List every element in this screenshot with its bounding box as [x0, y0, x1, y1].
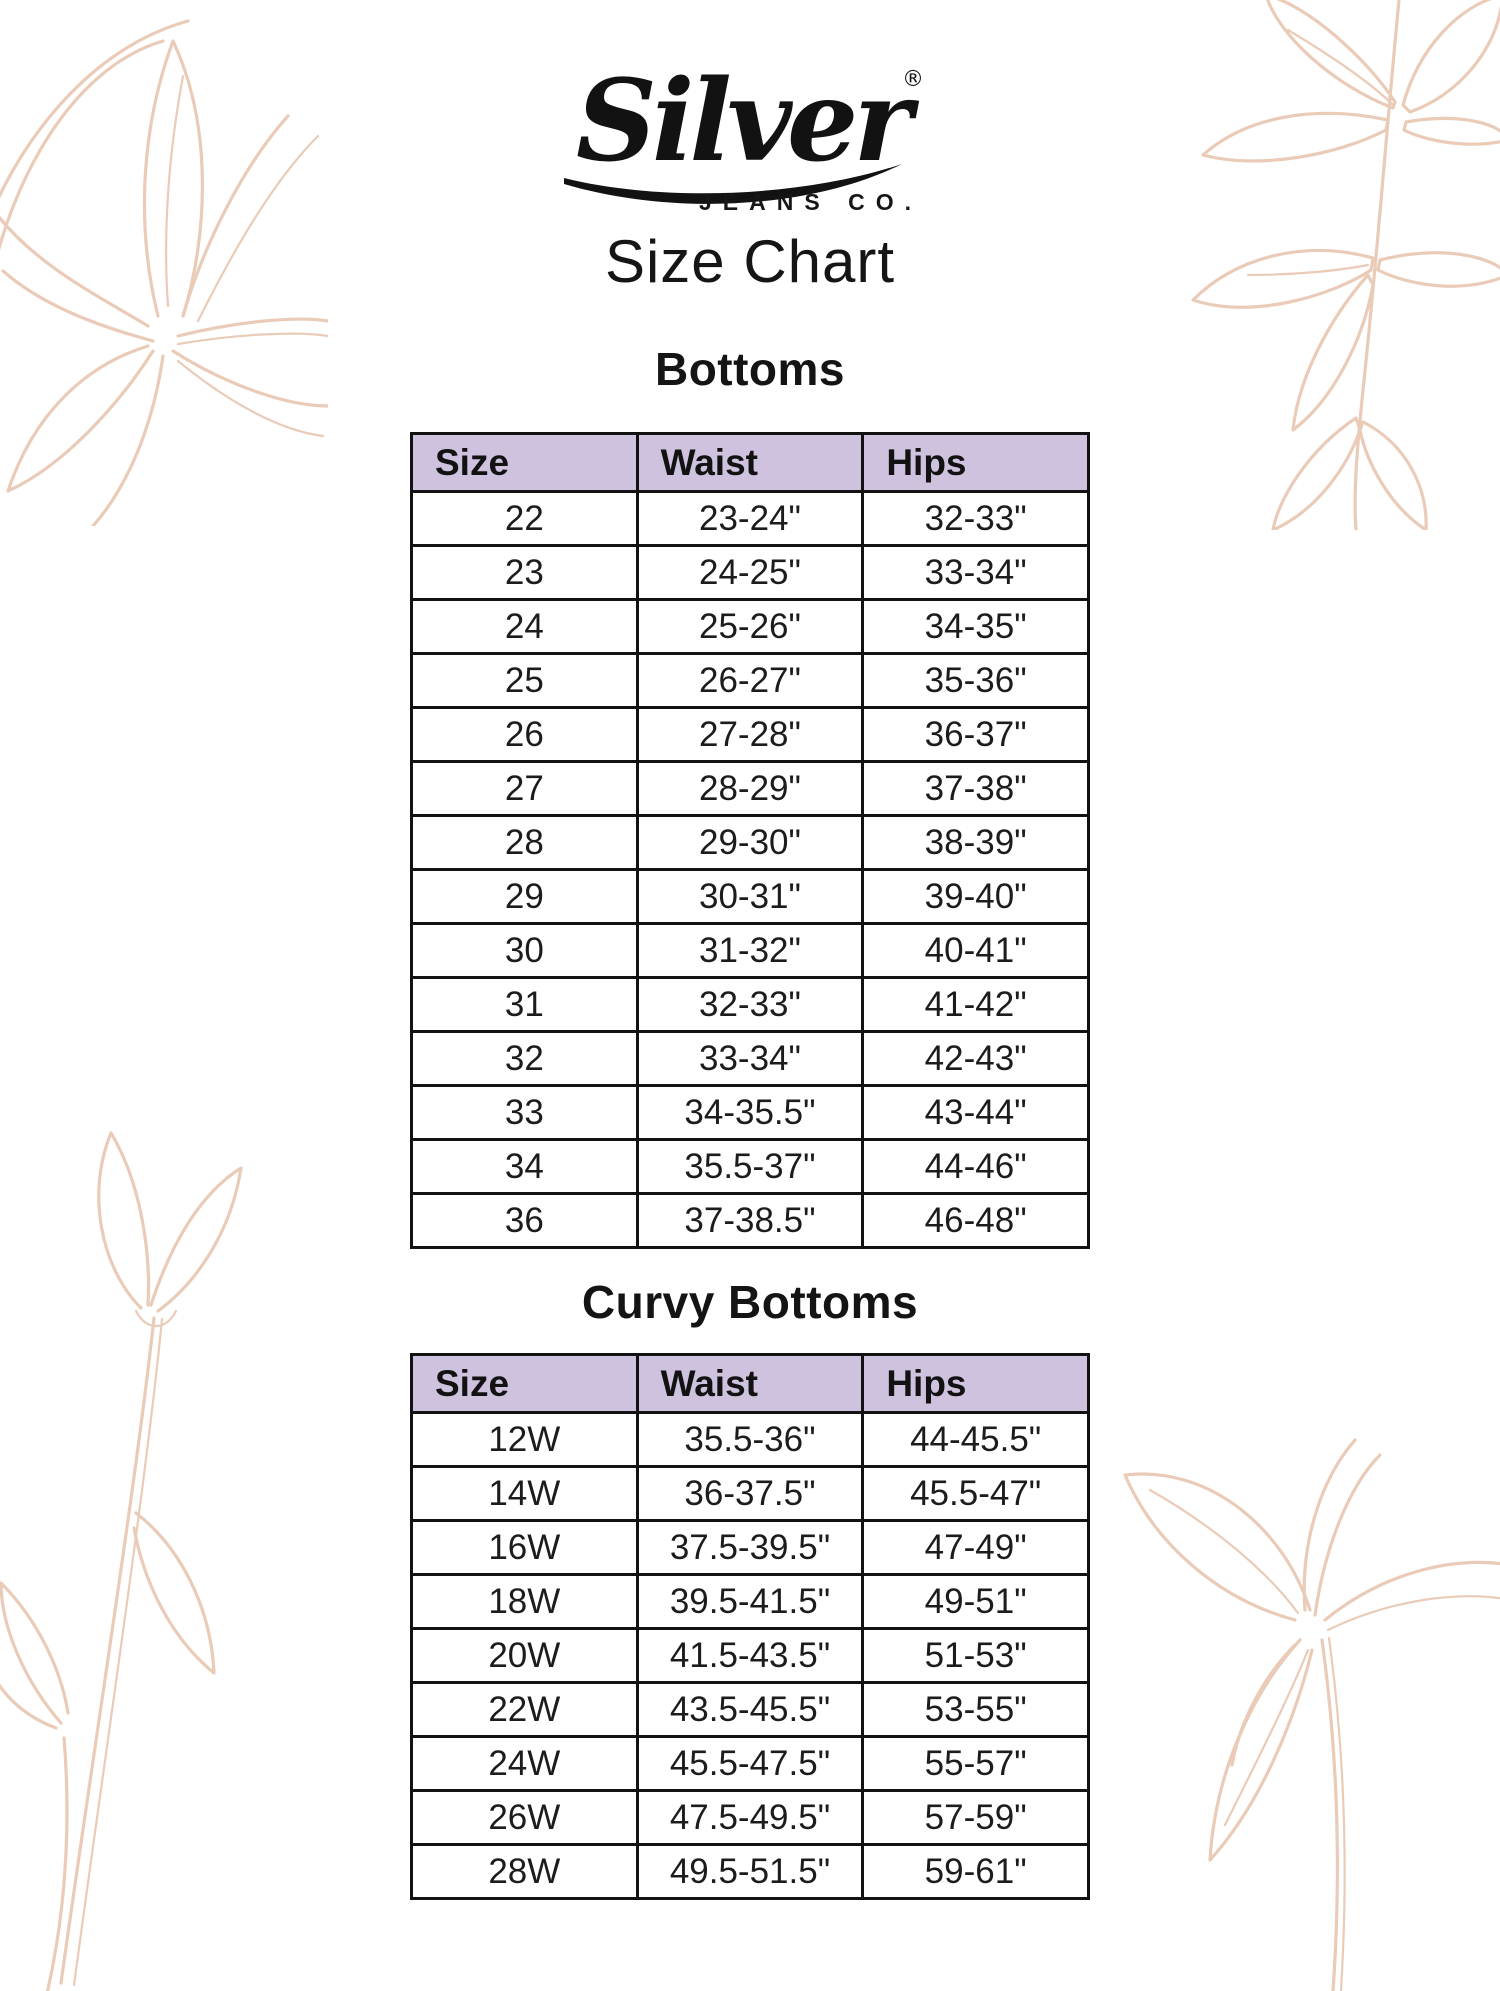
size-cell: 34 [412, 1140, 638, 1194]
table-row [412, 1467, 1089, 1521]
size-cell: 16W [412, 1521, 638, 1575]
header [0, 0, 1500, 296]
hips-cell: 36-37" [863, 708, 1089, 762]
section-title-curvy-bottoms: Curvy Bottoms [581, 1276, 919, 1328]
waist-cell: 36-37.5" [637, 1467, 863, 1521]
hips-cell: 47-49" [863, 1521, 1089, 1575]
size-cell: 24W [412, 1737, 638, 1791]
size-cell: 36 [412, 1194, 638, 1248]
hips-cell: 57-59" [863, 1791, 1089, 1845]
size-cell: 22 [412, 492, 638, 546]
size-cell: 26W [412, 1791, 638, 1845]
table-row [412, 1140, 1089, 1194]
size-cell: 31 [412, 978, 638, 1032]
waist-cell: 25-26" [637, 600, 863, 654]
header-row [412, 1355, 1089, 1413]
waist-cell: 27-28" [637, 708, 863, 762]
table-row [412, 1521, 1089, 1575]
waist-cell: 32-33" [637, 978, 863, 1032]
hips-cell: 42-43" [863, 1032, 1089, 1086]
size-cell: 14W [412, 1467, 638, 1521]
waist-cell: 29-30" [637, 816, 863, 870]
waist-cell: 31-32" [637, 924, 863, 978]
size-cell: 23 [412, 546, 638, 600]
waist-cell: 37.5-39.5" [637, 1521, 863, 1575]
size-column-header: Size [412, 1355, 638, 1413]
waist-cell: 37-38.5" [637, 1194, 863, 1248]
waist-cell: 49.5-51.5" [637, 1845, 863, 1899]
waist-cell: 23-24" [637, 492, 863, 546]
waist-cell: 47.5-49.5" [637, 1791, 863, 1845]
table-row [412, 978, 1089, 1032]
waist-column-header: Waist [637, 1355, 863, 1413]
bottoms-table [410, 432, 1090, 1249]
hips-cell: 55-57" [863, 1737, 1089, 1791]
size-cell: 28 [412, 816, 638, 870]
hips-column-header: Hips [863, 1355, 1089, 1413]
size-column-header: Size [412, 434, 638, 492]
hips-cell: 40-41" [863, 924, 1089, 978]
bottoms-table-body [412, 492, 1089, 1248]
waist-cell: 28-29" [637, 762, 863, 816]
hips-cell: 44-45.5" [863, 1413, 1089, 1467]
table-row [412, 1413, 1089, 1467]
size-cell: 18W [412, 1575, 638, 1629]
curvy-bottoms-table-body [412, 1413, 1089, 1899]
size-chart-content [0, 342, 1500, 1900]
hips-cell: 45.5-47" [863, 1467, 1089, 1521]
table-row [412, 654, 1089, 708]
table-row [412, 1032, 1089, 1086]
silver-jeans-logo [0, 0, 1500, 215]
bottoms-table-header [412, 434, 1089, 492]
hips-column-header: Hips [863, 434, 1089, 492]
waist-cell: 30-31" [637, 870, 863, 924]
hips-cell: 33-34" [863, 546, 1089, 600]
table-row [412, 1086, 1089, 1140]
hips-cell: 39-40" [863, 870, 1089, 924]
header-row [412, 434, 1089, 492]
curvy-bottoms-table [410, 1353, 1090, 1900]
table-row [412, 1683, 1089, 1737]
table-row [412, 708, 1089, 762]
waist-cell: 24-25" [637, 546, 863, 600]
hips-cell: 37-38" [863, 762, 1089, 816]
size-cell: 12W [412, 1413, 638, 1467]
silver-jeans-logo-art [550, 50, 950, 215]
waist-cell: 33-34" [637, 1032, 863, 1086]
table-row [412, 600, 1089, 654]
curvy-bottoms-table-header [412, 1355, 1089, 1413]
size-cell: 22W [412, 1683, 638, 1737]
hips-cell: 53-55" [863, 1683, 1089, 1737]
page-title: Size Chart [604, 228, 896, 295]
table-row [412, 1629, 1089, 1683]
size-cell: 24 [412, 600, 638, 654]
table-row [412, 492, 1089, 546]
waist-cell: 26-27" [637, 654, 863, 708]
hips-cell: 35-36" [863, 654, 1089, 708]
waist-cell: 41.5-43.5" [637, 1629, 863, 1683]
bottoms-section [0, 342, 1500, 1249]
waist-cell: 43.5-45.5" [637, 1683, 863, 1737]
size-cell: 30 [412, 924, 638, 978]
hips-cell: 59-61" [863, 1845, 1089, 1899]
waist-cell: 45.5-47.5" [637, 1737, 863, 1791]
hips-cell: 41-42" [863, 978, 1089, 1032]
waist-cell: 35.5-37" [637, 1140, 863, 1194]
hips-cell: 51-53" [863, 1629, 1089, 1683]
waist-cell: 39.5-41.5" [637, 1575, 863, 1629]
waist-cell: 34-35.5" [637, 1086, 863, 1140]
registered-trademark-icon: ® [902, 67, 924, 92]
size-cell: 26 [412, 708, 638, 762]
waist-column-header: Waist [637, 434, 863, 492]
logo-wordmark: Silver [576, 56, 908, 187]
hips-cell: 38-39" [863, 816, 1089, 870]
size-cell: 29 [412, 870, 638, 924]
hips-cell: 32-33" [863, 492, 1089, 546]
table-row [412, 816, 1089, 870]
hips-cell: 46-48" [863, 1194, 1089, 1248]
table-row [412, 1791, 1089, 1845]
waist-cell: 35.5-36" [637, 1413, 863, 1467]
hips-cell: 44-46" [863, 1140, 1089, 1194]
size-cell: 32 [412, 1032, 638, 1086]
table-row [412, 762, 1089, 816]
table-row [412, 1575, 1089, 1629]
curvy-bottoms-section [0, 1275, 1500, 1900]
logo-subtitle: JEANS CO. [699, 189, 922, 215]
table-row [412, 924, 1089, 978]
table-row [412, 1194, 1089, 1248]
size-cell: 25 [412, 654, 638, 708]
size-cell: 33 [412, 1086, 638, 1140]
table-row [412, 1737, 1089, 1791]
table-row [412, 870, 1089, 924]
hips-cell: 34-35" [863, 600, 1089, 654]
size-cell: 27 [412, 762, 638, 816]
table-row [412, 1845, 1089, 1899]
hips-cell: 49-51" [863, 1575, 1089, 1629]
size-cell: 28W [412, 1845, 638, 1899]
size-cell: 20W [412, 1629, 638, 1683]
hips-cell: 43-44" [863, 1086, 1089, 1140]
table-row [412, 546, 1089, 600]
section-title-bottoms: Bottoms [654, 343, 846, 395]
